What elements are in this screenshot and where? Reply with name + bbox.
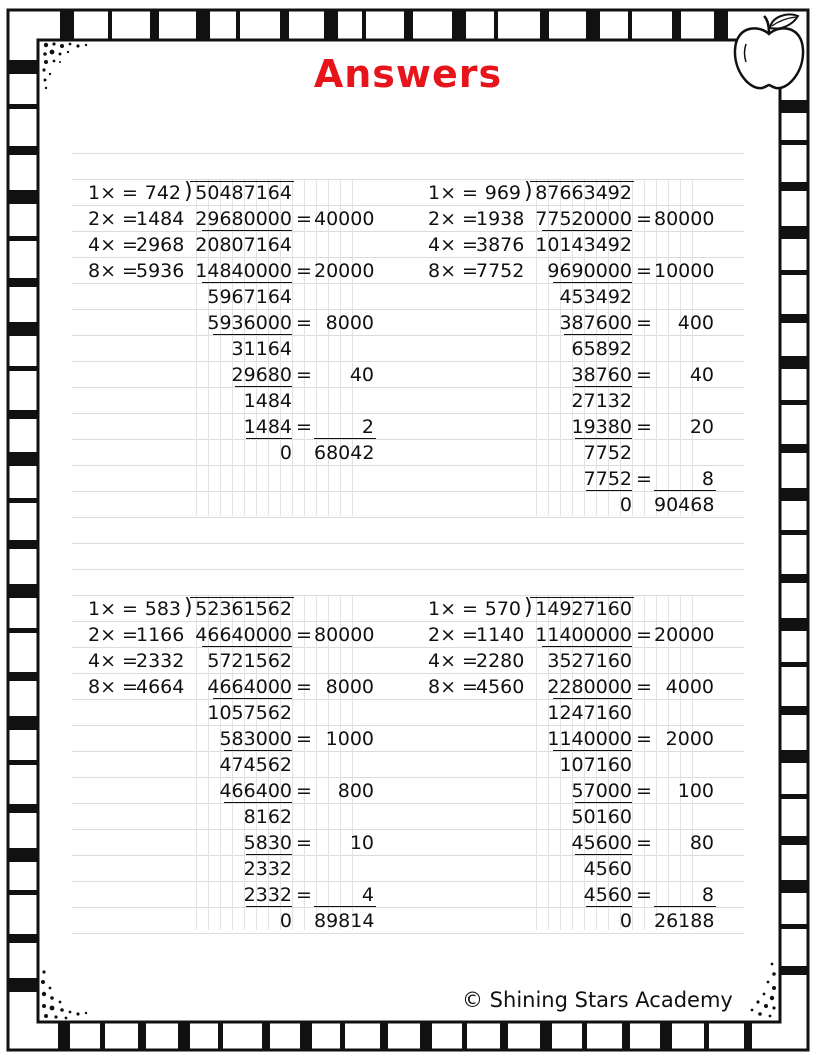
quotient-total: 26188 <box>654 910 715 932</box>
work-value: 38760 <box>571 364 632 386</box>
rule-line <box>72 543 744 544</box>
multiple-value: 7752 <box>476 260 525 282</box>
column-guide <box>632 596 633 930</box>
equals-sign: = <box>296 416 312 438</box>
multiple-value: 2332 <box>136 650 185 672</box>
multiple-label: 1× = <box>88 598 138 620</box>
subtraction-underline <box>575 854 632 855</box>
work-value: 1140000 <box>547 728 632 750</box>
multiple-value: 570 <box>484 598 521 620</box>
work-value: 4560 <box>583 884 632 906</box>
equals-sign: = <box>296 364 312 386</box>
equals-sign: = <box>636 728 652 750</box>
work-value: 0 <box>619 494 632 516</box>
subtraction-underline <box>246 438 292 439</box>
equals-sign: = <box>636 884 652 906</box>
work-value: 107160 <box>559 754 632 776</box>
work-value: 466400 <box>219 780 292 802</box>
subtraction-underline <box>553 750 632 751</box>
subtraction-underline <box>553 282 632 283</box>
work-value: 7752 <box>583 442 632 464</box>
work-value: 77520000 <box>535 208 632 230</box>
work-value: 14840000 <box>195 260 292 282</box>
subtraction-underline <box>202 230 292 231</box>
multiple-label: 2× = <box>428 208 478 230</box>
dotted-corner-decoration <box>38 962 98 1022</box>
work-value: 1057562 <box>207 702 292 724</box>
equals-sign: = <box>636 312 652 334</box>
sum-underline <box>314 438 376 439</box>
subtraction-underline <box>575 802 632 803</box>
multiple-value: 4664 <box>136 676 185 698</box>
sum-underline <box>314 906 376 907</box>
equals-sign: = <box>296 312 312 334</box>
equals-sign: = <box>296 260 312 282</box>
work-value: 10143492 <box>535 234 632 256</box>
subtraction-underline <box>213 334 292 335</box>
work-value: 1247160 <box>547 702 632 724</box>
work-value: 474562 <box>219 754 292 776</box>
multiple-value: 3876 <box>476 234 525 256</box>
subtraction-underline <box>202 282 292 283</box>
multiple-value: 2280 <box>476 650 525 672</box>
column-guide <box>292 180 293 516</box>
partial-quotient: 8 <box>701 884 714 906</box>
work-value: 29680 <box>231 364 292 386</box>
work-value: 1484 <box>243 416 292 438</box>
work-value: 29680000 <box>195 208 292 230</box>
work-value: 387600 <box>559 312 632 334</box>
work-value: 31164 <box>231 338 292 360</box>
subtraction-underline <box>564 334 632 335</box>
work-value: 19380 <box>571 416 632 438</box>
multiple-label: 1× = <box>88 182 138 204</box>
subtraction-underline <box>575 386 632 387</box>
work-value: 453492 <box>559 286 632 308</box>
partial-quotient: 800 <box>337 780 374 802</box>
work-value: 583000 <box>219 728 292 750</box>
multiple-value: 583 <box>144 598 181 620</box>
work-value: 2332 <box>243 858 292 880</box>
partial-quotient: 40 <box>689 364 714 386</box>
multiple-label: 8× = <box>428 260 478 282</box>
column-guide <box>632 180 633 516</box>
multiple-label: 1× = <box>428 598 478 620</box>
multiple-label: 4× = <box>428 650 478 672</box>
partial-quotient: 80 <box>689 832 714 854</box>
division-bracket: ) <box>184 595 193 620</box>
equals-sign: = <box>636 780 652 802</box>
work-value: 2280000 <box>547 676 632 698</box>
multiple-label: 8× = <box>428 676 478 698</box>
multiple-label: 2× = <box>428 624 478 646</box>
division-bracket: ) <box>524 179 533 204</box>
partial-quotient: 40000 <box>314 208 375 230</box>
multiple-value: 5936 <box>136 260 185 282</box>
equals-sign: = <box>296 208 312 230</box>
multiple-label: 4× = <box>88 234 138 256</box>
rule-line <box>72 933 744 934</box>
partial-quotient: 20000 <box>654 624 715 646</box>
subtraction-underline <box>202 646 292 647</box>
work-value: 20807164 <box>195 234 292 256</box>
column-guide <box>292 596 293 930</box>
work-value: 0 <box>279 442 292 464</box>
division-bracket: ) <box>184 179 193 204</box>
subtraction-underline <box>246 906 292 907</box>
work-value: 1484 <box>243 390 292 412</box>
subtraction-underline <box>224 802 292 803</box>
partial-quotient: 80000 <box>654 208 715 230</box>
multiple-value: 742 <box>144 182 181 204</box>
dividend: 14927160 <box>535 598 632 620</box>
work-value: 50160 <box>571 806 632 828</box>
partial-quotient: 2 <box>361 416 374 438</box>
partial-quotient: 1000 <box>325 728 374 750</box>
quotient-total: 89814 <box>314 910 375 932</box>
work-value: 7752 <box>583 468 632 490</box>
work-value: 3527160 <box>547 650 632 672</box>
multiple-label: 8× = <box>88 676 138 698</box>
subtraction-underline <box>235 386 292 387</box>
division-bracket: ) <box>524 595 533 620</box>
partial-quotient: 4000 <box>665 676 714 698</box>
work-value: 8162 <box>243 806 292 828</box>
subtraction-underline <box>246 854 292 855</box>
dotted-corner-decoration <box>744 958 780 1022</box>
multiple-label: 2× = <box>88 208 138 230</box>
partial-quotient: 20 <box>689 416 714 438</box>
multiple-label: 1× = <box>428 182 478 204</box>
equals-sign: = <box>296 676 312 698</box>
partial-quotient: 2000 <box>665 728 714 750</box>
dividend: 87663492 <box>535 182 632 204</box>
multiple-value: 1140 <box>476 624 525 646</box>
work-value: 5830 <box>243 832 292 854</box>
work-value: 9690000 <box>547 260 632 282</box>
dividend: 52361562 <box>195 598 292 620</box>
partial-quotient: 8000 <box>325 312 374 334</box>
work-value: 5936000 <box>207 312 292 334</box>
multiple-value: 1484 <box>136 208 185 230</box>
partial-quotient: 8 <box>701 468 714 490</box>
work-value: 0 <box>279 910 292 932</box>
work-value: 57000 <box>571 780 632 802</box>
rule-line <box>72 517 744 518</box>
equals-sign: = <box>296 728 312 750</box>
partial-quotient: 4 <box>361 884 374 906</box>
work-value: 65892 <box>571 338 632 360</box>
partial-quotient: 100 <box>677 780 714 802</box>
multiple-label: 4× = <box>428 234 478 256</box>
multiple-label: 4× = <box>88 650 138 672</box>
partial-quotient: 40 <box>349 364 374 386</box>
work-value: 4664000 <box>207 676 292 698</box>
partial-quotient: 20000 <box>314 260 375 282</box>
work-value: 0 <box>619 910 632 932</box>
partial-quotient: 10 <box>349 832 374 854</box>
subtraction-underline <box>542 646 632 647</box>
equals-sign: = <box>636 832 652 854</box>
multiple-label: 8× = <box>88 260 138 282</box>
equals-sign: = <box>636 624 652 646</box>
multiple-label: 2× = <box>88 624 138 646</box>
work-value: 45600 <box>571 832 632 854</box>
equals-sign: = <box>636 364 652 386</box>
sum-underline <box>654 490 716 491</box>
work-value: 5721562 <box>207 650 292 672</box>
subtraction-underline <box>224 750 292 751</box>
equals-sign: = <box>296 780 312 802</box>
partial-quotient: 80000 <box>314 624 375 646</box>
work-value: 27132 <box>571 390 632 412</box>
subtraction-underline <box>575 438 632 439</box>
rule-line <box>72 569 744 570</box>
multiple-value: 1938 <box>476 208 525 230</box>
work-value: 4560 <box>583 858 632 880</box>
partial-quotient: 8000 <box>325 676 374 698</box>
work-value: 2332 <box>243 884 292 906</box>
subtraction-underline <box>542 230 632 231</box>
multiple-value: 4560 <box>476 676 525 698</box>
equals-sign: = <box>636 260 652 282</box>
work-value: 46640000 <box>195 624 292 646</box>
quotient-total: 68042 <box>314 442 375 464</box>
equals-sign: = <box>296 884 312 906</box>
sum-underline <box>654 906 716 907</box>
dividend: 50487164 <box>195 182 292 204</box>
work-value: 5967164 <box>207 286 292 308</box>
equals-sign: = <box>636 208 652 230</box>
subtraction-underline <box>553 698 632 699</box>
footer-copyright: © Shining Stars Academy <box>462 988 733 1012</box>
partial-quotient: 400 <box>677 312 714 334</box>
equals-sign: = <box>636 676 652 698</box>
equals-sign: = <box>296 832 312 854</box>
partial-quotient: 10000 <box>654 260 715 282</box>
quotient-total: 90468 <box>654 494 715 516</box>
work-value: 11400000 <box>535 624 632 646</box>
page-title: Answers <box>313 52 503 96</box>
multiple-value: 969 <box>484 182 521 204</box>
equals-sign: = <box>296 624 312 646</box>
multiple-value: 2968 <box>136 234 185 256</box>
multiple-value: 1166 <box>136 624 185 646</box>
subtraction-underline <box>213 698 292 699</box>
equals-sign: = <box>636 416 652 438</box>
subtraction-underline <box>586 906 632 907</box>
rule-line <box>72 153 744 154</box>
equals-sign: = <box>636 468 652 490</box>
subtraction-underline <box>586 490 632 491</box>
